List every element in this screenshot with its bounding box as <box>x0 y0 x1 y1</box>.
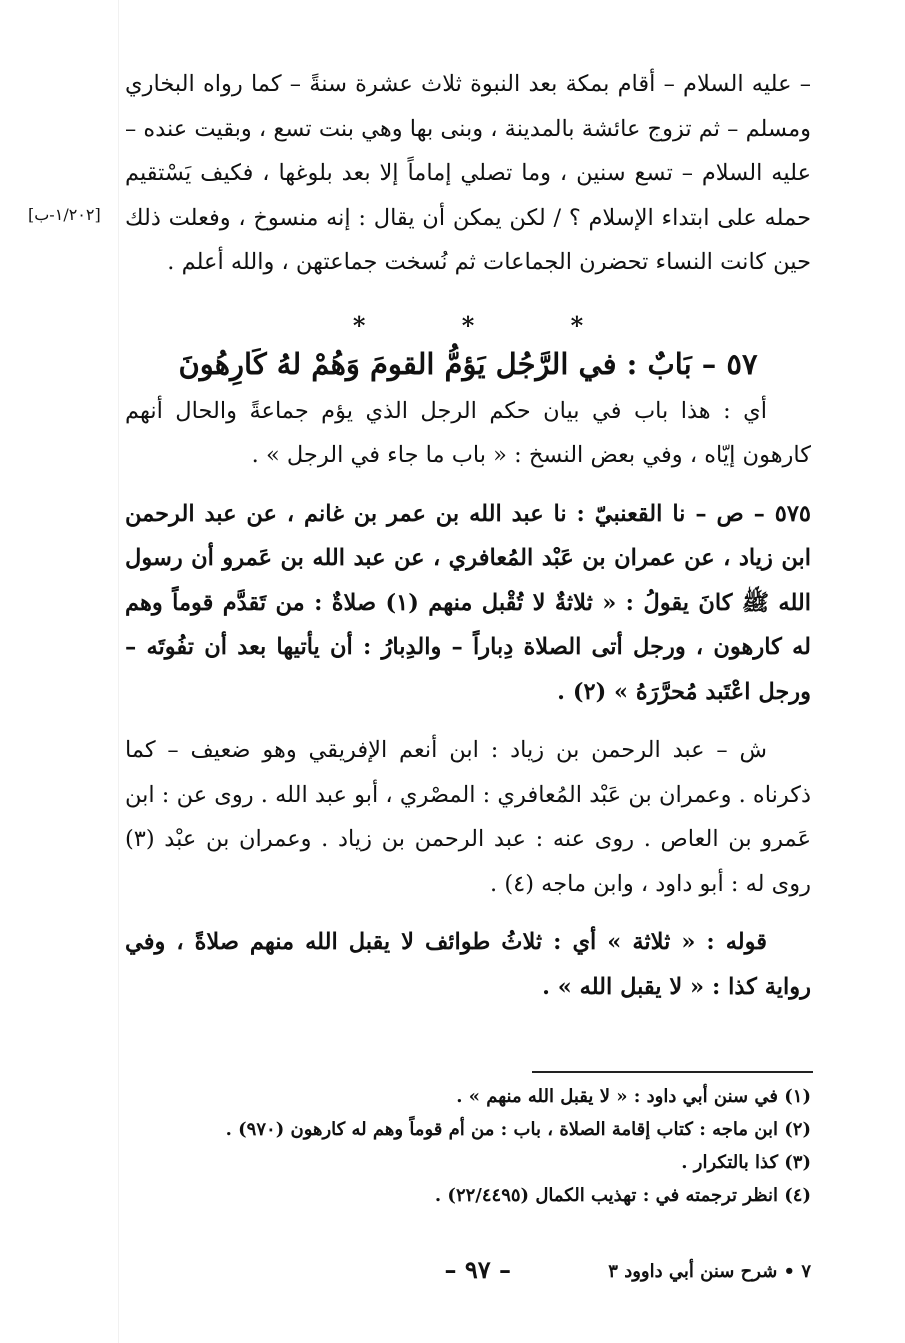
footnote-1: (١) في سنن أبي داود : « لا يقبل الله منهم » . <box>456 1086 811 1107</box>
page-number: – ٩٧ – <box>444 1255 511 1284</box>
footnote-separator-rule <box>532 1071 813 1073</box>
hadith-paragraph: ٥٧٥ – ص – نا القعنبيّ : نا عبد الله بن عمر بن غانم ، عن عبد الرحمن ابن زياد ، عن عمران بن عَبْد المُعافري ، عن عبد الله بن عَمرو أن رسول الله ﷺ كانَ يقولُ : « ثلاثةٌ لا تُقْبل منهم (١) صلاةٌ : من تَقدَّم قوماً وهم له كارهون ، ورجل أتى الصلاة دِباراً – والدِبارُ : أن يأتيها بعد أن تفُوتَه – ورجل اعْتَبد مُحرَّرَهُ » (٢) . <box>125 500 812 705</box>
footnote-3: (٣) كذا بالتكرار . <box>681 1152 811 1173</box>
sharh-paragraph: ش – عبد الرحمن بن زياد : ابن أنعم الإفريقي وهو ضعيف – كما ذكرناه . وعمران بن عَبْد المُعافري : المصْري ، أبو عبد الله . روى عن : ابن عَمرو بن العاص . روى عنه : عبد الرحمن بن زياد . وعمران بن عبْد (٣) روى له : أبو داود ، وابن ماجه (٤) . <box>125 737 811 897</box>
section-separator: * * * <box>352 310 628 340</box>
footnote-4: (٤) انظر ترجمته في : تهذيب الكمال (٢٢/٤٤٩٥) . <box>434 1185 811 1206</box>
page-fold-line <box>118 0 119 1343</box>
chapter-heading: ٥٧ – بَابٌ : في الرَّجُل يَؤمُّ القومَ وَهُمْ لهُ كَارِهُونَ <box>178 346 758 381</box>
margin-folio-marker: [١/٢٠٢-ب] <box>28 205 101 224</box>
page-body <box>125 62 811 1009</box>
intro-paragraph: أي : هذا باب في بيان حكم الرجل الذي يؤم جماعةً والحال أنهم كارهون إيّاه ، وفي بعض النسخ : « باب ما جاء في الرجل » . <box>125 397 811 468</box>
footnotes <box>125 1080 811 1212</box>
top-paragraph: – عليه السلام – أقام بمكة بعد النبوة ثلاث عشرة سنةً – كما رواه البخاري ومسلم – ثم تزوج عائشة بالمدينة ، وبنى بها وهي بنت تسع ، وبقيت عنده – عليه السلام – تسع سنين ، وما تصلي إماماً إلا بعد بلوغها ، فكيف يَسْتقيم حمله على ابتداء الإسلام ؟ / لكن يمكن أن يقال : إنه منسوخ ، وفعلت ذلك حين كانت النساء تحضرن الجماعات ثم نُسخت جماعتهن ، والله أعلم . <box>125 71 811 275</box>
page-footer <box>125 1255 811 1295</box>
qawluhu-paragraph: قوله : « ثلاثة » أي : ثلاثُ طوائف لا يقبل الله منهم صلاةً ، وفي رواية كذا : « لا يقبل الله » . <box>125 929 811 1000</box>
running-title: ٧ • شرح سنن أبي داوود ٣ <box>608 1261 811 1282</box>
footnote-2: (٢) ابن ماجه : كتاب إقامة الصلاة ، باب : من أم قوماً وهم له كارهون (٩٧٠) . <box>225 1119 811 1140</box>
